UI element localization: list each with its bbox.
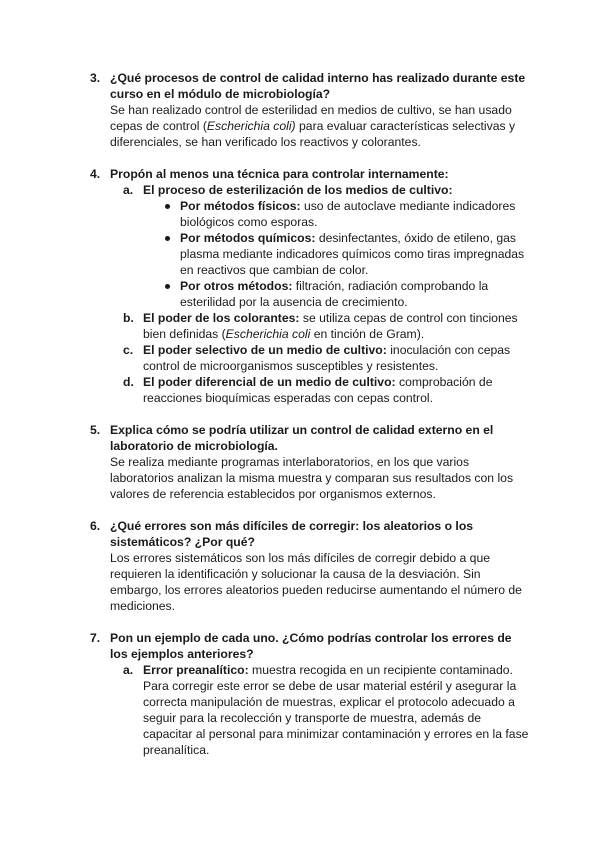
sub-item-label: Error preanalítico:	[143, 663, 249, 677]
question-7	[90, 630, 530, 758]
sub-item-label: El poder de los colorantes:	[143, 311, 300, 325]
sub-item-letter: a.	[123, 183, 134, 197]
question-number: 6.	[90, 519, 101, 533]
bullet-icon	[165, 236, 170, 241]
sub-item-b: b. El poder de los colorantes: se utiliza cepas de control con tinciones bien definidas (Escherichia coli en tinción de Gram).	[123, 311, 518, 341]
question-number: 7.	[90, 631, 101, 645]
question-answer: Se han realizado control de esterilidad en medios de cultivo, se han usado cepas de control (Escherichia coli) para evaluar características selectivas y diferenciales, se han verificado los reactivos y colorantes.	[110, 103, 516, 149]
question-number: 5.	[90, 423, 101, 437]
question-title: ¿Qué errores son más difíciles de corregir: los aleatorios o los sistemáticos? ¿Por qué?	[110, 519, 474, 549]
question-number: 3.	[90, 71, 101, 85]
question-answer: Los errores sistemáticos son los más difíciles de corregir debido a que requieren la identificación y solucionar la causa de la desviación. Sin embargo, los errores aleatorios pueden reducirse aumentando el número de mediciones.	[110, 551, 522, 613]
sub-item-letter: b.	[123, 311, 134, 325]
sub-item-a	[123, 182, 530, 198]
bullet-icon	[165, 284, 170, 289]
sub-item-letter: a.	[123, 663, 134, 677]
question-title: Pon un ejemplo de cada uno. ¿Cómo podrías controlar los errores de los ejemplos anteriores?	[110, 631, 512, 661]
bullet-item: Por otros métodos: filtración, radiación comprobando la esterilidad por la ausencia de crecimiento.	[180, 278, 530, 310]
bullet-item: Por métodos químicos: desinfectantes, óxido de etileno, gas plasma mediante indicadores químicos como tiras impregnadas en reactivos que cambian de color.	[180, 230, 530, 278]
sub-item-a: a. Error preanalítico: muestra recogida en un recipiente contaminado. Para corregir este error se debe de usar material estéril y asegurar la correcta manipulación de muestras, explicar el protocolo adecuado a seguir para la recolección y transporte de muestra, además de capacitar al personal para minimizar contaminación y errores en la fase preanalítica.	[123, 663, 529, 757]
question-4	[90, 166, 530, 406]
question-title: Propón al menos una técnica para controlar internamente:	[110, 167, 449, 181]
bullet-item: Por métodos físicos: uso de autoclave mediante indicadores biológicos como esporas.	[180, 198, 530, 230]
question-title: Explica cómo se podría utilizar un control de calidad externo en el laboratorio de microbiología.	[110, 423, 494, 453]
question-answer: Se realiza mediante programas interlaboratorios, en los que varios laboratorios analizan la misma muestra y comparan sus resultados con los valores de referencia establecidos por organismos externos.	[110, 455, 514, 501]
sub-item-label: El poder selectivo de un medio de cultivo:	[143, 343, 387, 357]
sub-item-letter: c.	[123, 343, 134, 357]
bullet-icon	[165, 204, 170, 209]
sub-item-label: El proceso de esterilización de los medios de cultivo:	[143, 183, 453, 197]
question-5	[90, 422, 530, 502]
sub-item-d: d. El poder diferencial de un medio de cultivo: comprobación de reacciones bioquímicas esperadas con cepas control.	[123, 375, 493, 405]
question-title: ¿Qué procesos de control de calidad interno has realizado durante este curso en el módulo de microbiología?	[110, 71, 526, 101]
sub-item-label: El poder diferencial de un medio de cultivo:	[143, 375, 396, 389]
question-3	[90, 70, 530, 150]
sub-item-c: c. El poder selectivo de un medio de cultivo: inoculación con cepas control de microorganismos susceptibles y resistentes.	[123, 343, 511, 373]
sub-item-letter: d.	[123, 375, 134, 389]
question-number: 4.	[90, 167, 101, 181]
question-6	[90, 518, 530, 614]
bullet-list	[180, 198, 530, 310]
